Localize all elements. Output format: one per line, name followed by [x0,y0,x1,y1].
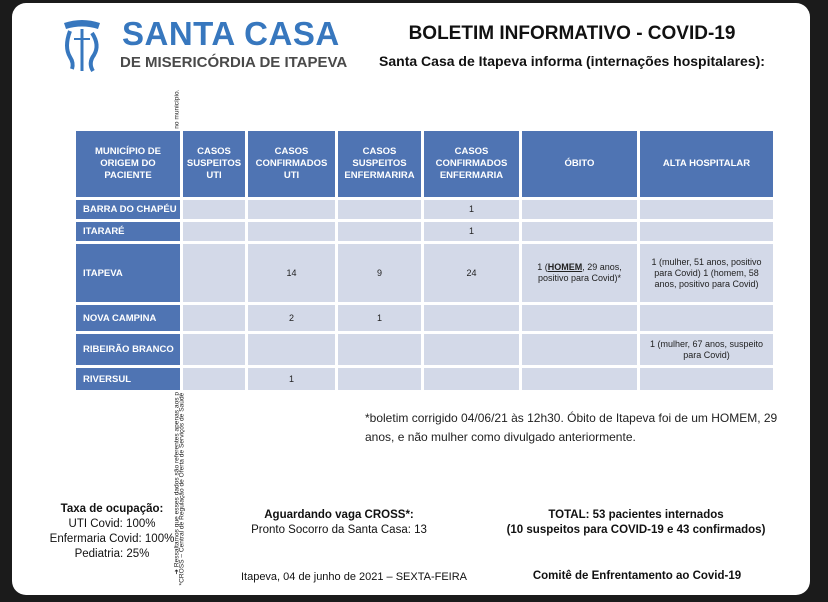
table-row [75,333,774,366]
cell-obito [521,304,638,332]
cell-obito [521,243,638,303]
cell-conf-enf [423,367,520,391]
table-row [75,243,774,303]
col-header-obito: ÓBITO [521,130,638,198]
cell-susp-uti [182,304,246,332]
cell-municipio: BARRA DO CHAPÉU [75,199,181,220]
cell-conf-enf: 1 [423,199,520,220]
cell-alta [639,199,774,220]
cell-conf-uti [247,199,336,220]
cell-alta [639,221,774,242]
col-header-conf-uti: CASOS CONFIRMADOS UTI [247,130,336,198]
cell-alta [639,367,774,391]
table-header-row [75,130,774,198]
occupancy-block [32,502,192,562]
cell-conf-enf: 1 [423,221,520,242]
footer-committee: Comitê de Enfrentamento ao Covid-19 [532,570,742,582]
col-header-conf-enf: CASOS CONFIRMADOS ENFERMARIA [423,130,520,198]
cell-alta [639,304,774,332]
santa-casa-logo-icon [60,17,104,73]
cell-municipio: ITAPEVA [75,243,181,303]
cell-alta: 1 (mulher, 51 anos, positivo para Covid) 1 (homem, 58 anos, positivo para Covid) [639,243,774,303]
cell-conf-enf: 24 [423,243,520,303]
cell-conf-enf [423,333,520,366]
cell-municipio: RIBEIRÃO BRANCO [75,333,181,366]
table-row [75,199,774,220]
cell-susp-uti [182,243,246,303]
table-row [75,221,774,242]
col-header-susp-uti: CASOS SUSPEITOS UTI [182,130,246,198]
occupancy-uti: UTI Covid: 100% [68,518,156,530]
obito-text-post: , 29 anos, positivo para Covid)* [537,262,622,283]
cell-susp-enf: 9 [337,243,422,303]
cell-susp-enf [337,199,422,220]
col-header-susp-enf: CASOS SUSPEITOS ENFERMARIRA [337,130,422,198]
cell-susp-uti [182,367,246,391]
cell-susp-uti [182,199,246,220]
col-header-municipio: MUNICÍPIO DE ORIGEM DO PACIENTE [75,130,181,198]
cell-conf-uti [247,333,336,366]
cell-conf-uti: 1 [247,367,336,391]
cell-susp-enf [337,367,422,391]
cross-title: Aguardando vaga CROSS*: [264,509,414,521]
cell-obito [521,367,638,391]
total-block [480,508,792,538]
cross-text: Pronto Socorro da Santa Casa: 13 [251,524,427,536]
correction-note: *boletim corrigido 04/06/21 às 12h30. Óbito de Itapeva foi de um HOMEM, 29 anos, e não mulher como divulgado anteriormente. [365,411,778,444]
cell-obito [521,221,638,242]
obito-text-pre: 1 ( [537,262,548,272]
logo-subtitle: DE MISERICÓRDIA DE ITAPEVA [120,54,348,71]
cross-block [224,508,454,538]
logo-title: SANTA CASA [122,15,340,52]
cell-conf-uti [247,221,336,242]
cell-susp-enf [337,333,422,366]
cell-conf-enf [423,304,520,332]
table-row [75,367,774,391]
cell-conf-uti: 14 [247,243,336,303]
footer-date: Itapeva, 04 de junho de 2021 – SEXTA-FEIRA [240,571,468,583]
total-line-1: TOTAL: 53 pacientes internados [548,509,724,521]
cell-alta: 1 (mulher, 67 anos, suspeito para Covid) [639,333,774,366]
cell-obito [521,199,638,220]
page-subtitle: Santa Casa de Itapeva informa (internações hospitalares): [379,53,765,69]
side-note-cross: *CROSS – Central de Regulação de Oferta de Serviços de Saúde [178,392,186,586]
cell-municipio: RIVERSUL [75,367,181,391]
cell-susp-uti [182,221,246,242]
occupancy-title: Taxa de ocupação: [60,503,164,515]
total-line-2: (10 suspeitos para COVID-19 e 43 confirmados) [506,524,766,536]
cases-table [74,129,775,392]
cell-municipio: NOVA CAMPINA [75,304,181,332]
cell-susp-enf [337,221,422,242]
table-row [75,304,774,332]
cell-conf-uti: 2 [247,304,336,332]
page-title: BOLETIM INFORMATIVO - COVID-19 [408,23,736,44]
obito-text-bold: HOMEM [547,262,583,272]
cell-susp-enf: 1 [337,304,422,332]
bulletin-page [12,3,810,595]
occupancy-enfermaria: Enfermaria Covid: 100% [49,533,175,545]
occupancy-pediatria: Pediatria: 25% [74,548,150,560]
cell-susp-uti [182,333,246,366]
cell-municipio: ITARARÉ [75,221,181,242]
cell-obito [521,333,638,366]
col-header-alta: ALTA HOSPITALAR [639,130,774,198]
